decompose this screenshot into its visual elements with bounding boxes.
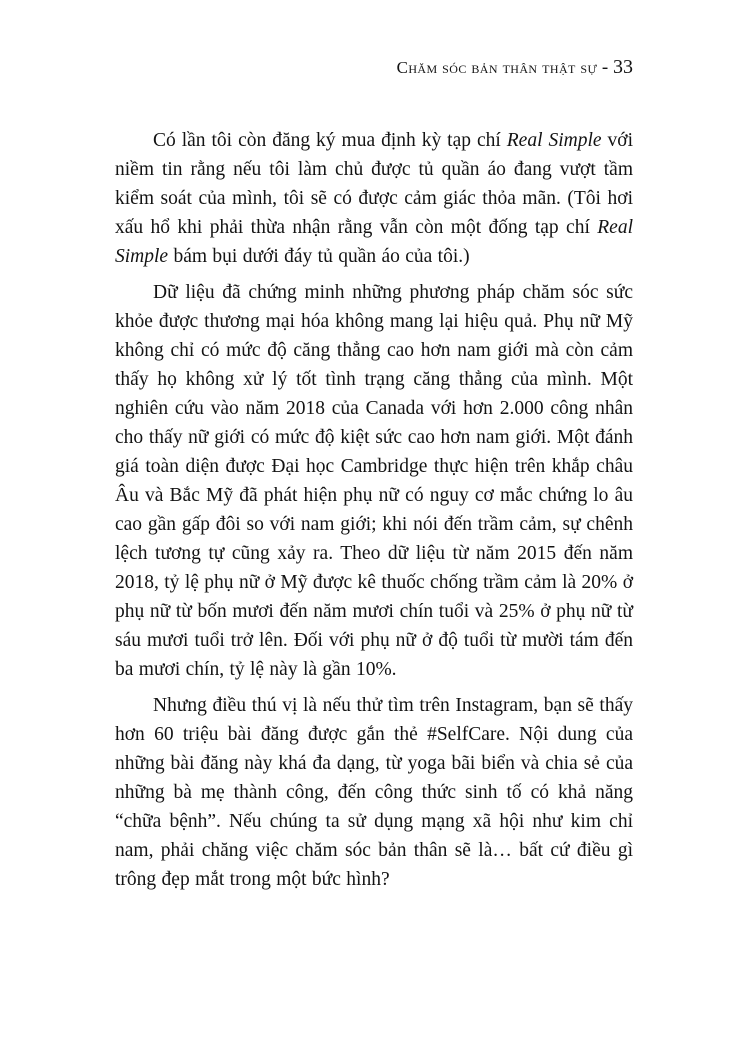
paragraph-1-text: với niềm tin rằng nếu tôi làm chủ được tủ quần áo đang vượt tầm kiểm soát của mình, tôi sẽ có được cảm giác thỏa mãn. (Tôi hơi xấu hổ khi phải thừa nhận rằng vẫn còn một đống tạp chí — [115, 130, 633, 238]
paragraph-3: Nhưng điều thú vị là nếu thử tìm trên Instagram, bạn sẽ thấy hơn 60 triệu bài đăng được gắn thẻ #SelfCare. Nội dung của những bài đăng này khá đa dạng, từ yoga bãi biển và chia sẻ của những bà mẹ thành công, đến công thức sinh tố có khả năng “chữa bệnh”. Nếu chúng ta sử dụng mạng xã hội như kim chỉ nam, phải chăng việc chăm sóc bản thân sẽ là… bất cứ điều gì trông đẹp mắt trong một bức hình? — [115, 695, 633, 890]
page-number: 33 — [613, 56, 633, 78]
running-header-title: Chăm sóc bản thân thật sự — [396, 58, 598, 77]
magazine-title-italic: Real Simple — [506, 130, 602, 151]
body-text — [115, 126, 633, 894]
paragraph-2: Dữ liệu đã chứng minh những phương pháp chăm sóc sức khỏe được thương mại hóa không mang lại hiệu quả. Phụ nữ Mỹ không chỉ có mức độ căng thẳng cao hơn nam giới mà còn cảm thấy họ không xử lý tốt tình trạng căng thẳng của mình. Một nghiên cứu vào năm 2018 của Canada với hơn 2.000 công nhân cho thấy nữ giới có mức độ kiệt sức cao hơn nam giới. Một đánh giá toàn diện được Đại học Cambridge thực hiện trên khắp châu Âu và Bắc Mỹ đã phát hiện phụ nữ có nguy cơ mắc chứng lo âu cao gần gấp đôi so với nam giới; khi nói đến trầm cảm, sự chênh lệch tương tự cũng xảy ra. Theo dữ liệu từ năm 2015 đến năm 2018, tỷ lệ phụ nữ ở Mỹ được kê thuốc chống trầm cảm là 20% ở phụ nữ từ bốn mươi đến năm mươi chín tuổi và 25% ở phụ nữ từ sáu mươi tuổi trở lên. Đối với phụ nữ ở độ tuổi từ mười tám đến ba mươi chín, tỷ lệ này là gần 10%. — [115, 282, 633, 680]
magazine-title-italic: Real Simple — [115, 217, 633, 267]
paragraph-1-text: bám bụi dưới đáy tủ quần áo của tôi.) — [168, 246, 470, 267]
paragraph-1-text: Có lần tôi còn đăng ký mua định kỳ tạp chí — [153, 130, 507, 151]
running-header — [115, 56, 633, 80]
running-header-separator: - — [597, 57, 613, 78]
paragraph-1 — [115, 126, 633, 271]
